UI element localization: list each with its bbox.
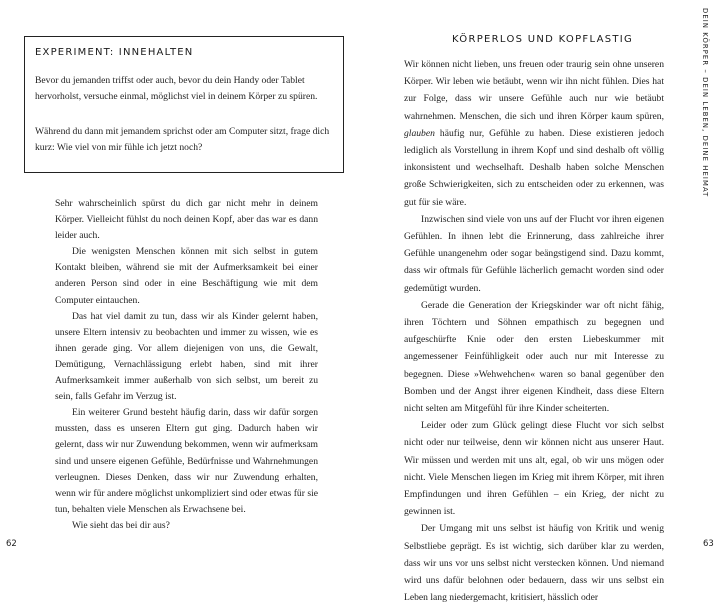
body-paragraph: Der Umgang mit uns selbst ist häufig von Kritik und wenig Selbstliebe geprägt. Es ist wichtig, sich darüber klar zu werden, dass wir uns vor uns selbst nicht verstecken können. Und niemand wird uns dafür belohnen oder bedauern, dass wir uns selbst ein Leben lang niedergemacht, kritisiert, hässlich oder bbox=[404, 523, 664, 604]
body-paragraph: Sehr wahrscheinlich spürst du dich gar nicht mehr in deinem Körper. Vielleicht fühlst du noch deinen Kopf, aber das war es dann leider auch. bbox=[55, 198, 318, 242]
body-paragraph: Gerade die Generation der Kriegskinder war oft nicht fähig, ihren Töchtern und Söhnen empathisch zu begegnen und aufgeschürfte Knie oder den ersten Liebeskummer mit angemessener Feinfühligkeit oder auch nur mit Interesse zu begegnen. Diese »Wehwehchen« waren so banal gegenüber den Bomben und der Angst ihrer eigenen Kindheit, dass diese Eltern nicht selten am Mitgefühl für ihre Kinder scheiterten. bbox=[404, 299, 664, 415]
body-paragraph: Ein weiterer Grund besteht häufig darin, dass wir dafür sorgen mussten, dass es unseren Eltern gut ging. Dadurch haben wir gelernt, dass wir nur Zuwendung bekommen, wenn wir aufmerksam sind und unsere eigenen Gefühle, Bedürfnisse und Wahrnehmungen verleugnen. Dieses Denken, dass wir nur Zuwendung erhalten, wenn wir für andere möglichst unkompliziert sind oder etwas für sie tun, behalten viele Menschen als Erwachsene bei. bbox=[55, 407, 318, 515]
left-page bbox=[0, 0, 360, 553]
text-run: Wir können nicht lieben, uns freuen oder traurig sein ohne unseren Körper. Wir leben wie betäubt, wenn wir ihn nicht fühlen. Dies hat zur Folge, dass wir unsere Gefühle auch nur wie betäubt wahrnehmen. Menschen, die sich und ihren Körper kaum spüren, bbox=[404, 59, 664, 122]
body-paragraph: Inzwischen sind viele von uns auf der Flucht vor ihren eigenen Gefühlen. In ihnen lebt die Erinnerung, dass zahlreiche ihrer Gefühle unangenehm oder sogar beängstigend sind. Dazu kommt, dass wir oftmals für Gefühle lächerlich gemacht worden sind oder gedemütigt wurden. bbox=[404, 213, 664, 294]
text-run: häufig nur, Gefühle zu haben. Diese existieren jedoch lediglich als Vorstellung in ihrem Kopf und sind deshalb oft völlig inkonsistent und wechselhaft. Deshalb haben solche Menschen große Schwierigkeiten, sich zu entscheiden oder zu erkennen, was gut für sie wäre. bbox=[404, 127, 664, 208]
body-paragraph: Das hat viel damit zu tun, dass wir als Kinder gelernt haben, unsere Eltern intensiv zu beobachten und immer zu wissen, wie es ihnen gerade ging. Vor allem diejenigen von uns, die Gewalt, Demütigung, Vernachlässigung erlebt haben, sind mit ihrer Aufmerksamkeit immer außerhalb von sich selbst, um bereit zu sein, falls Gefahr im Verzug ist. bbox=[55, 310, 318, 403]
experiment-box-title: EXPERIMENT: INNEHALTEN bbox=[35, 47, 194, 58]
right-page bbox=[360, 0, 720, 604]
experiment-box-paragraph: Bevor du jemanden triffst oder auch, bevor du dein Handy oder Tablet hervorholst, versuche einmal, möglichst viel in deinem Körper zu spüren. bbox=[35, 75, 318, 102]
body-paragraph: Leider oder zum Glück gelingt diese Flucht vor sich selbst nicht oder nur teilweise, denn wir können nicht aus unserer Haut. Wir müssen und werden mit uns alt, egal, ob wir uns mögen oder nicht. Viele Menschen liegen im Krieg mit ihrem Körper, mit ihren Empfindungen und ihren Gefühlen – ein Krieg, der nicht zu gewinnen ist. bbox=[404, 420, 664, 518]
right-body-text bbox=[404, 56, 664, 607]
body-paragraph: Wie sieht das bei dir aus? bbox=[72, 519, 170, 531]
body-paragraph bbox=[404, 56, 664, 211]
left-body-text bbox=[55, 196, 318, 534]
running-head: DEIN KÖRPER – DEIN LEBEN, DEINE HEIMAT bbox=[701, 8, 709, 198]
emphasis: glauben bbox=[404, 127, 435, 139]
section-title: KÖRPERLOS UND KOPFLASTIG bbox=[452, 34, 634, 45]
page-number: 62 bbox=[6, 539, 17, 549]
experiment-box bbox=[24, 36, 344, 173]
page-number: 63 bbox=[703, 539, 714, 549]
experiment-box-paragraph: Während du dann mit jemandem sprichst oder am Computer sitzt, frage dich kurz: Wie viel von mir fühle ich jetzt noch? bbox=[35, 126, 330, 153]
body-paragraph: Die wenigsten Menschen können mit sich selbst in gutem Kontakt bleiben, während sie mit der Aufmerksamkeit bei einer anderen Person sind oder in eine Beschäftigung wie mit dem Computer eintauchen. bbox=[55, 246, 318, 306]
